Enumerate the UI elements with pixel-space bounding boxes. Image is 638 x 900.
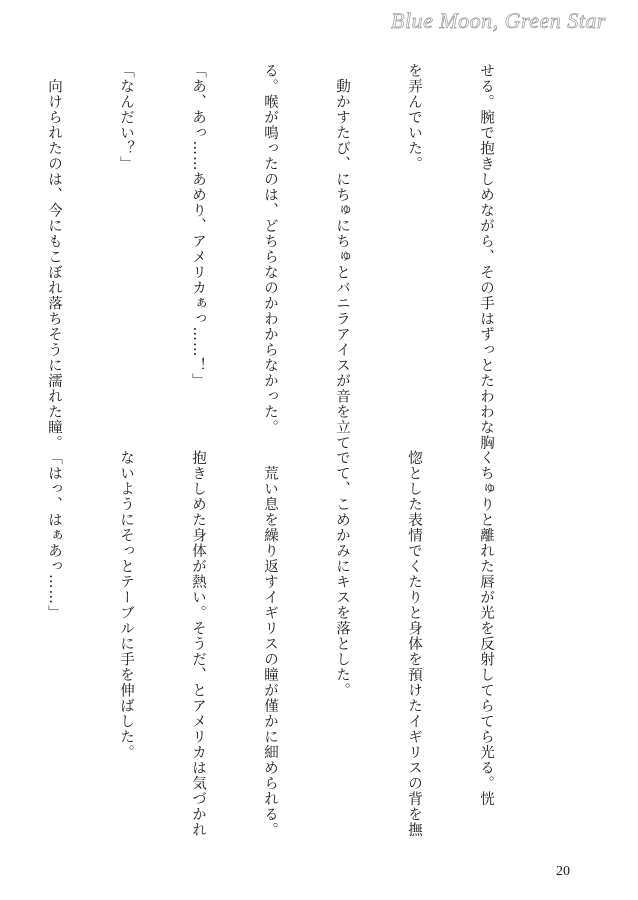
text-line: ないようにそっとテーブルに手を伸ばした。 [118, 450, 134, 760]
text-line: 「あ、あっ……あめり、アメリカぁっ……！」 [190, 63, 206, 389]
text-line: 「はっ、はぁあっ……」 [46, 450, 62, 621]
text-line: くちゅりと離れた唇が光を反射してらてら光る。恍 [478, 450, 494, 807]
text-line: 惚とした表情でくたりと身体を預けたイギリスの背を撫 [406, 450, 422, 838]
page-number: 20 [556, 864, 570, 879]
running-header-title: Blue Moon, Green Star [391, 8, 606, 33]
text-line: 向けられたのは、今にもこぼれ落ちそうに濡れた瞳。 [46, 63, 62, 451]
text-line: る。喉が鳴ったのは、どちらなのかわからなかった。 [262, 63, 278, 435]
text-line: でて、こめかみにキスを落とした。 [334, 450, 350, 698]
text-block-upper [0, 63, 546, 451]
text-line: せる。腕で抱きしめながら、その手はずっとたわわな胸 [478, 63, 494, 451]
text-line: 「なんだい？」 [118, 63, 134, 172]
text-line: 動かすたび、にちゅにちゅとバニラアイスが音を立て [334, 63, 350, 451]
text-block-lower [0, 450, 546, 842]
text-line: 荒い息を繰り返すイギリスの瞳が僅かに細められる。 [262, 450, 278, 838]
text-line: を弄んでいた。 [406, 63, 422, 172]
text-line: 抱きしめた身体が熱い。そうだ、とアメリカは気づかれ [190, 450, 206, 838]
